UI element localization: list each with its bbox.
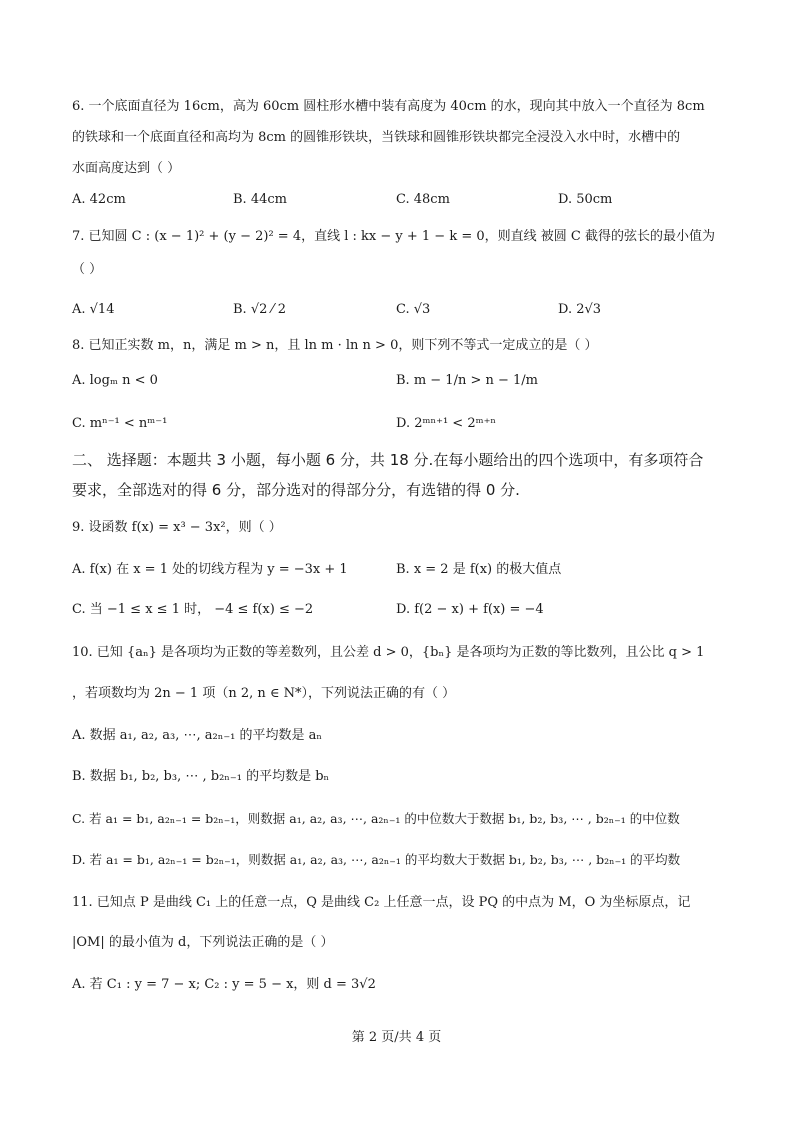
q7-option-b: B. √2 ⁄ 2 (233, 302, 287, 317)
section2-instructions-line2: 要求，全部选对的得 6 分，部分选对的得部分分，有选错的得 0 分. (72, 481, 520, 499)
q8-stem-line1: 8. 已知正实数 m，n，满足 m > n，且 ln m · ln n > 0，则下列不等式一定成立的是（ ） (72, 338, 598, 353)
page-number-footer: 第 2 页/共 4 页 (351, 1030, 442, 1045)
q11-stem-line2: |OM| 的最小值为 d，下列说法正确的是（ ） (72, 935, 334, 950)
q6-option-b: B. 44cm (233, 192, 287, 207)
q6-option-d: D. 50cm (558, 192, 613, 207)
q11-stem-line1: 11. 已知点 P 是曲线 C₁ 上的任意一点，Q 是曲线 C₂ 上任意一点，设 PQ 的中点为 M，O 为坐标原点，记 (72, 895, 691, 910)
q10-stem-line2: ，若项数均为 2n − 1 项（n 2, n ∈ N*），下列说法正确的有（ ） (72, 686, 456, 701)
q11-option-a: A. 若 C₁ : y = 7 − x; C₂ : y = 5 − x，则 d = 3√2 (72, 977, 376, 992)
q10-option-b: B. 数据 b₁, b₂, b₃, ⋯ , b₂ₙ₋₁ 的平均数是 bₙ (72, 769, 330, 784)
q8-option-a: A. logₘ n < 0 (72, 373, 158, 388)
q9-option-d: D. f(2 − x) + f(x) = −4 (396, 602, 544, 617)
section2-instructions-line1: 二、 选择题：本题共 3 小题，每小题 6 分，共 18 分.在每小题给出的四个选项中，有多项符合 (72, 451, 704, 469)
q8-option-d: D. 2ᵐⁿ⁺¹ < 2ᵐ⁺ⁿ (396, 416, 497, 431)
q10-option-a: A. 数据 a₁, a₂, a₃, ⋯, a₂ₙ₋₁ 的平均数是 aₙ (72, 728, 323, 743)
q10-option-d: D. 若 a₁ = b₁, a₂ₙ₋₁ = b₂ₙ₋₁，则数据 a₁, a₂, a₃, ⋯, a₂ₙ₋₁ 的平均数大于数据 b₁, b₂, b₃, ⋯ , b₂ₙ₋₁ 的平均数 (72, 852, 681, 867)
q6-stem-line2: 的铁球和一个底面直径和高均为 8cm 的圆锥形铁块，当铁球和圆锥形铁块都完全浸没入水中时，水槽中的 (72, 130, 681, 145)
q9-option-c: C. 当 −1 ≤ x ≤ 1 时， −4 ≤ f(x) ≤ −2 (72, 602, 314, 617)
q10-stem-line1: 10. 已知 {aₙ} 是各项均为正数的等差数列，且公差 d > 0，{bₙ} 是各项均为正数的等比数列，且公比 q > 1 (72, 645, 705, 660)
q7-stem-line1: 7. 已知圆 C : (x − 1)² + (y − 2)² = 4，直线 l : kx − y + 1 − k = 0，则直线 被圆 C 截得的弦长的最小值为 (72, 229, 715, 244)
q9-stem-line1: 9. 设函数 f(x) = x³ − 3x²，则（ ） (72, 520, 282, 535)
q6-stem-line3: 水面高度达到（ ） (72, 161, 181, 176)
q7-option-d: D. 2√3 (558, 302, 602, 317)
q6-option-a: A. 42cm (72, 192, 126, 207)
q6-option-c: C. 48cm (396, 192, 450, 207)
q8-option-b: B. m − 1/n > n − 1/m (396, 373, 538, 388)
q9-option-a: A. f(x) 在 x = 1 处的切线方程为 y = −3x + 1 (72, 562, 348, 577)
q6-stem-line1: 6. 一个底面直径为 16cm，高为 60cm 圆柱形水槽中装有高度为 40cm 的水，现向其中放入一个直径为 8cm (72, 99, 705, 114)
q10-option-c: C. 若 a₁ = b₁, a₂ₙ₋₁ = b₂ₙ₋₁，则数据 a₁, a₂, a₃, ⋯, a₂ₙ₋₁ 的中位数大于数据 b₁, b₂, b₃, ⋯ , b₂ₙ₋₁ 的中位数 (72, 811, 680, 826)
q9-option-b: B. x = 2 是 f(x) 的极大值点 (396, 562, 562, 577)
q7-option-c: C. √3 (396, 302, 431, 317)
q7-stem-line2: （ ） (72, 262, 103, 277)
q8-option-c: C. mⁿ⁻¹ < nᵐ⁻¹ (72, 416, 168, 431)
q7-option-a: A. √14 (72, 302, 115, 317)
